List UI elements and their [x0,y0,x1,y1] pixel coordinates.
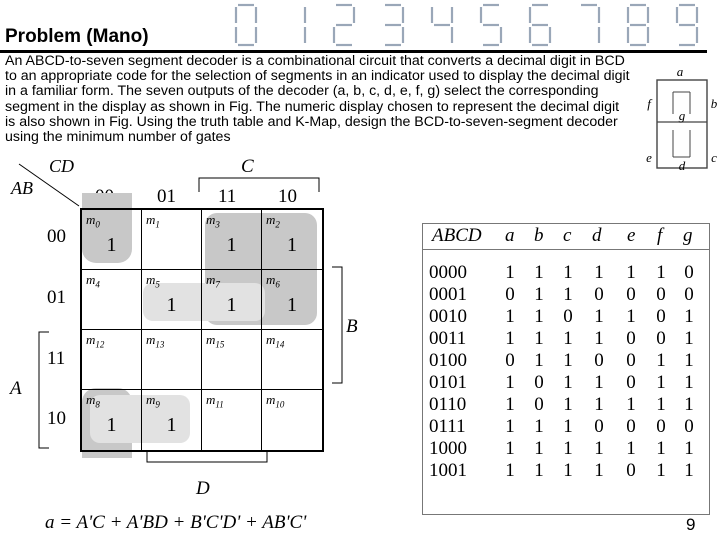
truth-table-cell: 0 [656,306,666,327]
truth-table-cell: 1 [505,306,515,327]
minterm-label: m [206,332,216,347]
truth-table-row [423,306,709,328]
truth-table-cell: 0 [534,394,544,415]
minterm-index: 5 [155,279,160,290]
kmap-row-header: 11 [47,348,66,369]
truth-table-cell: 1 [534,328,544,349]
truth-table-cell: 0 [626,416,636,437]
minterm-label: m [86,332,96,347]
truth-table-cell: 1 [684,394,694,415]
minterm-label: m [146,212,156,227]
minterm-label: m [146,272,156,287]
cell-value: 1 [166,414,177,436]
kmap-col-header: 01 [157,186,176,207]
truth-table-cell: 1 [563,350,573,371]
boolean-equation: a = A'C + A'BD + B'C'D' + AB'C' [45,512,307,533]
seven-segment-svg [645,62,720,180]
kmap-cell [142,270,202,330]
truth-table-row [423,350,709,372]
minterm-index: 2 [275,219,280,230]
truth-table-cell: 1 [563,284,573,305]
page-number: 9 [686,515,696,534]
cell-value: 1 [106,234,117,256]
kmap-c-bracket [195,174,325,194]
minterm-label: m [86,212,96,227]
kmap-cell [82,330,142,390]
kmap-cell [82,270,142,330]
kmap-b-label: B [346,316,358,337]
truth-table-cell: 1 [594,460,604,481]
truth-table-cell: 0 [505,350,515,371]
truth-table-row [423,416,709,438]
truth-table-header-cell: c [563,225,572,246]
truth-table-cell: 0 [563,306,573,327]
truth-table-cell: 1 [534,438,544,459]
segment-label: d [678,158,686,173]
kmap-cell [262,330,322,390]
minterm-index: 8 [95,399,100,410]
cell-value: 1 [106,414,117,436]
truth-table-cell: 0 [684,416,694,437]
truth-table-cell: 1 [656,372,666,393]
truth-table-cell: 1 [594,372,604,393]
seven-segment-diagram [645,62,720,180]
truth-table-cell: 0 [594,284,604,305]
truth-table-cell: 0110 [429,394,467,415]
truth-table-cell: 0010 [429,306,467,327]
kmap-cell [202,210,262,270]
truth-table-cell: 1 [505,460,515,481]
truth-table-cell: 0 [626,350,636,371]
minterm-label: m [146,392,156,407]
minterm-label: m [266,332,276,347]
minterm-index: 0 [95,219,100,230]
truth-table-row [423,438,709,460]
minterm-index: 3 [215,219,220,230]
truth-table-cell: 0 [656,284,666,305]
truth-table-row [423,328,709,350]
truth-table-cell: 1 [626,262,636,283]
minterm-label: m [266,272,276,287]
kmap-row-header: 10 [47,408,66,429]
truth-table-cell: 1 [684,328,694,349]
minterm-label: m [206,392,216,407]
truth-table-cell: 1 [626,306,636,327]
kmap-d-label: D [196,478,210,499]
truth-table-cell: 0101 [429,372,467,393]
kmap-cd-label: CD [49,156,75,176]
minterm-index: 9 [155,399,160,410]
truth-table-header-cell: d [592,225,602,246]
truth-table-cell: 1000 [429,438,467,459]
cell-value: 1 [226,294,237,316]
truth-table-cell: 1 [505,372,515,393]
truth-table-cell: 1 [505,262,515,283]
truth-table-cell: 1 [563,328,573,349]
truth-table-header-cell: ABCD [432,225,482,246]
truth-table-cell: 1 [594,328,604,349]
kmap-cell [202,390,262,450]
truth-table-row [423,372,709,394]
truth-table-cell: 0 [534,372,544,393]
truth-table-cell: 0 [594,350,604,371]
minterm-label: m [86,272,96,287]
truth-table-cell: 1 [563,262,573,283]
minterm-index: 15 [215,339,225,350]
kmap-col-header: 11 [218,186,237,207]
minterm-index: 14 [275,339,285,350]
minterm-label: m [206,212,216,227]
minterm-index: 1 [155,219,160,230]
truth-table-cell: 1 [534,284,544,305]
truth-table-cell: 1 [505,394,515,415]
truth-table-cell: 1 [594,262,604,283]
cell-value: 1 [166,294,177,316]
truth-table-cell: 1 [563,460,573,481]
truth-table-cell: 1 [594,306,604,327]
segment-label: a [676,64,684,79]
kmap-grid [80,208,324,452]
minterm-index: 7 [215,279,220,290]
truth-table-cell: 0 [684,284,694,305]
cell-value: 1 [226,234,237,256]
kmap-cell [262,210,322,270]
minterm-label: m [146,332,156,347]
truth-table-cell: 0100 [429,350,467,371]
truth-table-cell: 1 [563,372,573,393]
truth-table-cell: 0 [626,328,636,349]
segment-label: g [678,108,686,123]
truth-table-cell: 1 [505,328,515,349]
kmap-row-header: 01 [47,287,66,308]
segment-label: b [710,96,718,111]
segment-label: e [646,150,652,165]
truth-table-cell: 1 [505,416,515,437]
truth-table-cell: 1 [534,416,544,437]
truth-table-cell: 1 [563,394,573,415]
truth-table-cell: 0 [505,284,515,305]
kmap-ab-label: AB [11,178,33,198]
minterm-label: m [206,272,216,287]
kmap-cell [262,390,322,450]
truth-table-cell: 0 [594,416,604,437]
kmap-d-bracket [143,450,273,470]
truth-table-row [423,394,709,416]
truth-table-cell: 1 [656,262,666,283]
truth-table-cell: 1 [534,460,544,481]
truth-table-cell: 1 [684,350,694,371]
segment-label: c [711,150,717,165]
truth-table-cell: 0 [656,328,666,349]
digit-strip-image [228,0,718,48]
truth-table-cell: 1 [563,438,573,459]
minterm-label: m [86,392,96,407]
truth-table-cell: 1 [684,372,694,393]
kmap-cell [262,270,322,330]
truth-table-cell: 0011 [429,328,467,349]
segment-label: f [647,96,651,111]
truth-table-cell: 0 [626,460,636,481]
kmap-a-label: A [10,378,22,399]
truth-table-cell: 1 [534,350,544,371]
cell-value: 1 [287,294,297,316]
kmap-row-header: 00 [47,226,66,247]
truth-table-cell: 1 [626,394,636,415]
truth-table-cell: 1 [563,416,573,437]
truth-table-cell: 0 [656,416,666,437]
kmap-cell [142,390,202,450]
truth-table-cell: 0001 [429,284,467,305]
truth-table-row [423,284,709,306]
truth-table-cell: 0 [684,262,694,283]
page-title: Problem (Mano) [5,26,149,47]
truth-table-cell: 1 [656,460,666,481]
truth-table-cell: 1 [656,394,666,415]
truth-table-cell: 1 [626,438,636,459]
kmap-a-bracket [33,328,53,453]
truth-table-cell: 0000 [429,262,467,283]
truth-table-header-cell: b [534,225,544,246]
truth-table-header-cell: a [505,225,515,246]
truth-table-cell: 1 [684,438,694,459]
minterm-index: 13 [155,339,165,350]
truth-table-header [423,224,709,250]
kmap-cell [82,390,142,450]
truth-table-row [423,460,709,482]
truth-table-header-cell: f [657,225,663,246]
cell-value: 1 [287,234,297,256]
truth-table-cell: 0 [626,372,636,393]
truth-table-cell: 1 [656,438,666,459]
kmap-col-header: 10 [278,186,297,207]
truth-table-row [423,262,709,284]
kmap-c-label: C [241,156,254,177]
minterm-label: m [266,212,276,227]
truth-table-cell: 1 [684,306,694,327]
minterm-index: 10 [275,399,285,410]
truth-table [422,223,710,515]
truth-table-cell: 1 [534,306,544,327]
kmap-cell [142,210,202,270]
truth-table-cell: 1 [594,438,604,459]
minterm-index: 6 [275,279,280,290]
truth-table-cell: 1 [684,460,694,481]
truth-table-cell: 1 [656,350,666,371]
kmap-cell [142,330,202,390]
kmap-cell [202,330,262,390]
truth-table-cell: 1 [505,438,515,459]
minterm-label: m [266,392,276,407]
truth-table-header-cell: g [683,225,693,246]
minterm-index: 4 [95,279,100,290]
problem-paragraph: An ABCD-to-seven segment decoder is a combinational circuit that converts a decimal digit in BCD to an appropriate code for the selection of segments in an indicator used to display the decimal digit in a familiar form. The seven outputs of the decoder (a, b, c, d, e, f, g) select the corresponding segment in the display as shown in Fig. The numeric display chosen to represent the decimal digit is also shown in Fig. Using the truth table and K-Map, design the BCD-to-seven-segment decoder using the minimum number of gates [5,53,630,146]
kmap-cell [202,270,262,330]
truth-table-header-cell: e [627,225,636,246]
truth-table-cell: 0 [626,284,636,305]
kmap-cell [82,210,142,270]
truth-table-cell: 1 [534,262,544,283]
truth-table-cell: 0111 [429,416,466,437]
truth-table-cell: 1001 [429,460,467,481]
truth-table-cell: 1 [594,394,604,415]
minterm-index: 12 [95,339,105,350]
minterm-index: 11 [215,399,224,410]
karnaugh-map [5,158,365,498]
